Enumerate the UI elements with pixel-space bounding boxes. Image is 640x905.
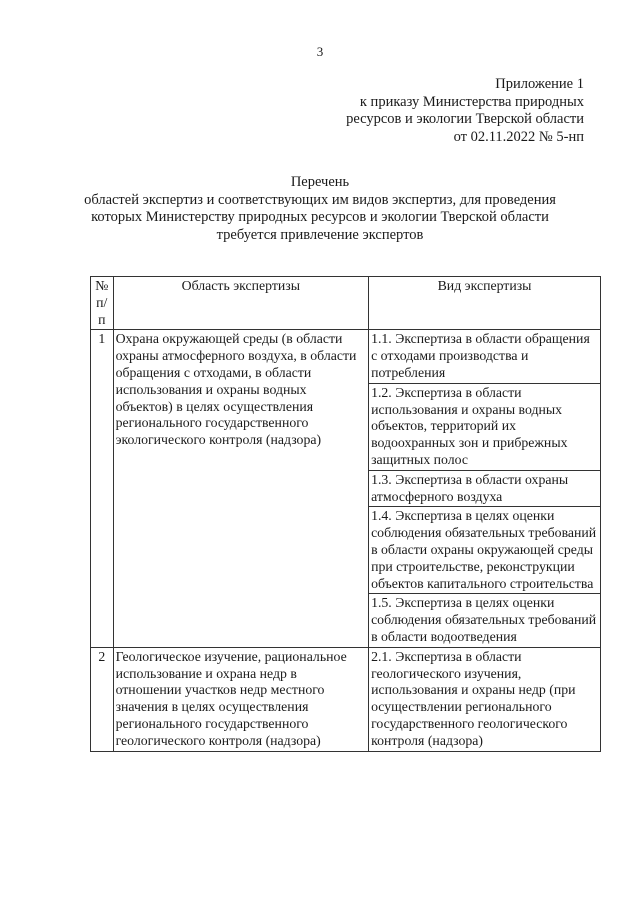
header-num: № п/п: [91, 277, 114, 330]
title-line-4: требуется привлечение экспертов: [216, 226, 424, 243]
row-kind: 2.1. Экспертиза в области геологического изучения, использования и охраны недр (при осуществлении регионального государственного геологического контроля (надзора): [369, 647, 601, 751]
title-line-2: областей экспертиз и соответствующих им видов экспертиз, для проведения: [84, 191, 556, 208]
row-kind: 1.4. Экспертиза в целях оценки соблюдения обязательных требований в области охраны окружающей среды при строительстве, реконструкции объектов капитального строительства: [369, 507, 601, 594]
row-number: 1: [91, 330, 114, 647]
page-number: 3: [316, 44, 324, 59]
row-area: Охрана окружающей среды (в области охраны атмосферного воздуха, в области обращения с отходами, в области использования и охраны водных объектов) в целях осуществления регионального государственного экологического контроля (надзора): [113, 330, 369, 647]
appendix-block: [346, 76, 584, 146]
appendix-line-2: к приказу Министерства природных: [359, 93, 584, 110]
header-area: Область экспертизы: [113, 277, 369, 330]
table-row: [91, 330, 601, 383]
row-kind: 1.3. Экспертиза в области охраны атмосферного воздуха: [369, 470, 601, 507]
appendix-line-3: ресурсов и экологии Тверской области: [346, 111, 584, 127]
row-kind: 1.2. Экспертиза в области использования и охраны водных объектов, территорий их водоохранных зон и прибрежных защитных полос: [369, 383, 601, 470]
row-kind: 1.5. Экспертиза в целях оценки соблюдения обязательных требований в области водоотведения: [369, 594, 601, 647]
row-number: 2: [91, 647, 114, 751]
header-kind: Вид экспертизы: [369, 277, 601, 330]
row-kind: 1.1. Экспертиза в области обращения с отходами производства и потребления: [369, 330, 601, 383]
expertise-table: [90, 276, 601, 752]
appendix-line-4: от 02.11.2022 № 5-нп: [453, 128, 584, 145]
title-heading: Перечень: [290, 174, 350, 190]
title-line-3: которых Министерству природных ресурсов и экологии Тверской области: [91, 209, 549, 225]
table-row: [91, 647, 601, 751]
appendix-line-1: Приложение 1: [495, 76, 584, 92]
table-header-row: [91, 277, 601, 330]
row-area: Геологическое изучение, рациональное использование и охрана недр в отношении участков недр местного значения в целях осуществления регионального государственного геологического контроля (надзора): [113, 647, 369, 751]
document-title: [40, 174, 600, 244]
